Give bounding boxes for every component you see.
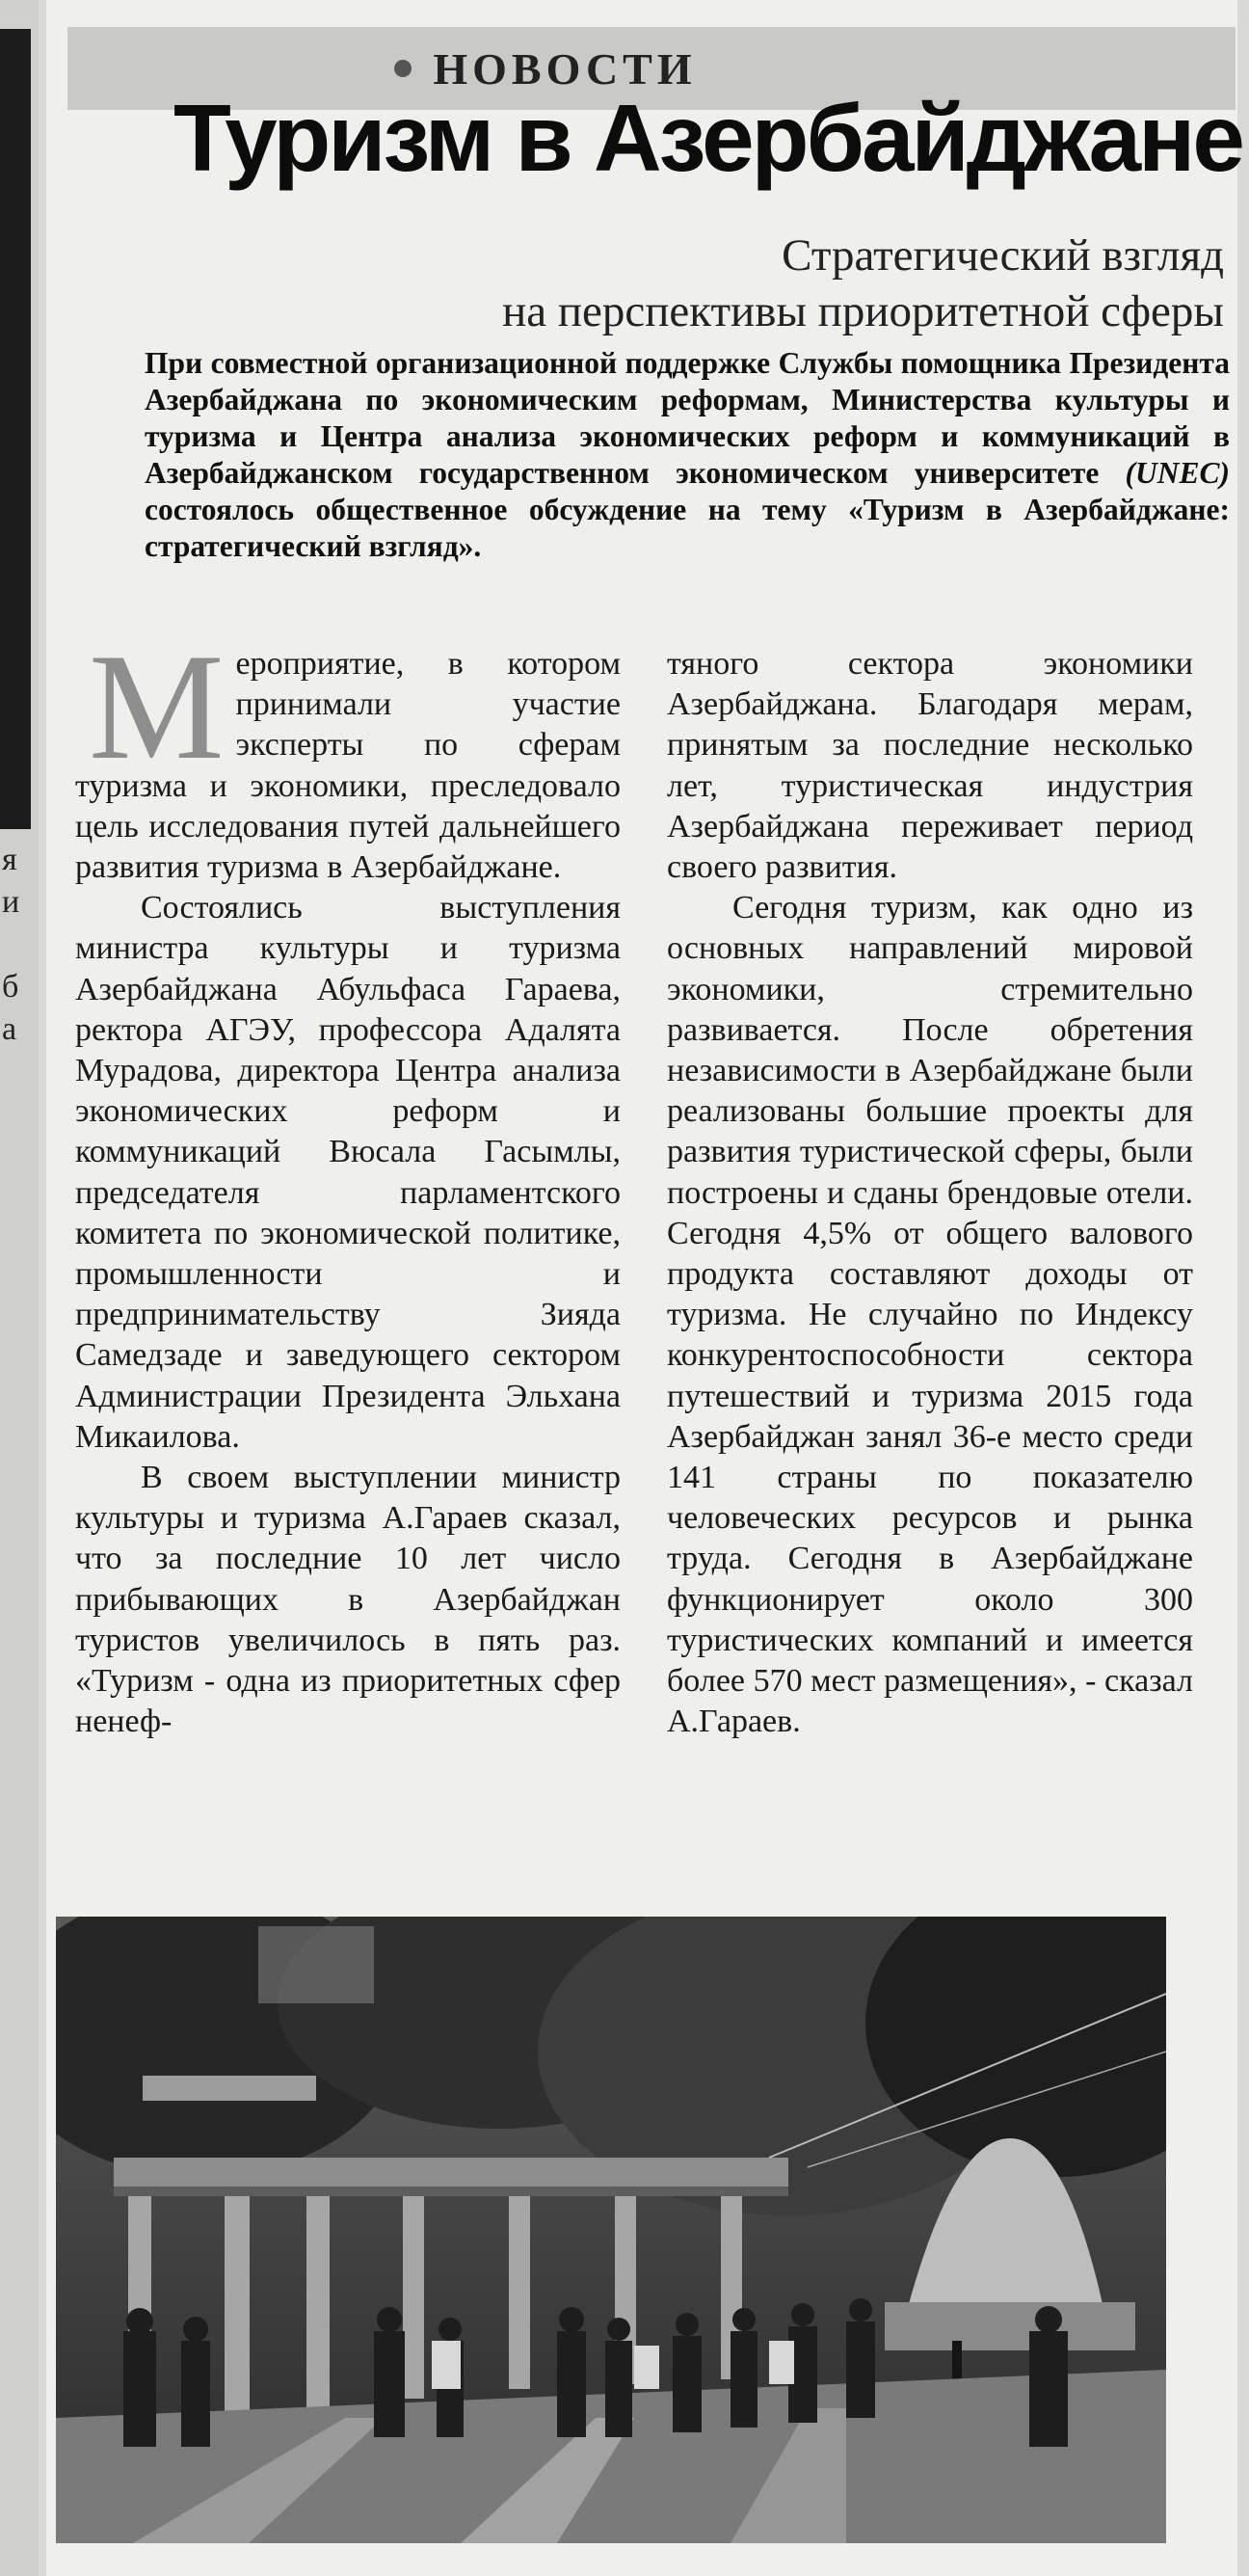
dropcap: М [89,623,225,792]
paragraph: Состоялись выступления министра культуры и туризма Азербайджана Абульфаса Гараева, ректора АГЭУ, профессора Адалята Мурадова, директора Центра анализа экономических реформ и коммуникаций Вюсала Гасымлы, председателя парламентского комитета по экономической политике, промышленности и предпринимательству Зияда Самедзаде и заведующего сектором Администрации Президента Эльхана Микаилова. [75,890,621,1455]
adjacent-page-photo [0,29,31,829]
article-subtitle [289,228,1224,339]
bullet-icon [394,60,412,77]
edge-letter: и [2,884,20,920]
adjacent-page-text [2,839,37,1051]
article-lead [145,345,1230,565]
edge-letter: я [2,842,17,877]
article-column-right [667,644,1193,1742]
rubric-label: НОВОСТИ [433,43,697,94]
article-headline: Туризм в Азербайджане [173,85,1242,191]
lead-text-end: состоялось общественное обсуждение на тему «Туризм в Азербайджане: стратегический взгляд». [145,493,1230,563]
paragraph: тяного сектора экономики Азербайджана. Благодаря мерам, принятым за последние несколько лет, туристическая индустрия Азербайджана переживает период своего развития. [667,646,1193,886]
paragraph: Сегодня туризм, как одно из основных направлений мировой экономики, стремительно развивается. После обретения независимости в Азербайджане были реализованы большие проекты для развития туристической сферы, были построены и сданы брендовые отели. Сегодня 4,5% от общего валового продукта составляют доходы от туризма. Не случайно по Индексу конкурентоспособности сектора путешествий и туризма 2015 года Азербайджан занял 36-е место среди 141 страны по показателю человеческих ресурсов и рынка труда. Сегодня в Азербайджане функционирует около 300 туристических компаний и имеется более 570 мест размещения», - сказал А.Гараев. [667,890,1193,1740]
paragraph: В своем выступлении министр культуры и туризма А.Гараев сказал, что за последние 10 лет число прибывающих в Азербайджан туристов увеличилось в пять раз. «Туризм - одна из приоритетных сфер ненеф- [75,1460,621,1740]
lead-unec: (UNEC) [1125,456,1230,490]
subtitle-line-2: на перспективы приоритетной сферы [502,286,1224,336]
park-photo-illustration [56,1917,1166,2543]
edge-letter: а [2,1011,17,1047]
article-photo [56,1917,1166,2543]
article-column-left [75,623,621,1742]
subtitle-line-1: Стратегический взгляд [782,230,1224,281]
adjacent-page-strip [0,0,39,2576]
paragraph-text: ероприятие, в котором принимали участие эксперты по сферам туризма и экономики, преследовало цель исследования путей дальнейшего развития туризма в Азербайджане. [75,646,621,886]
edge-letter: б [2,969,19,1005]
lead-text: При совместной организационной поддержке Службы помощника Президента Азербайджана по экономическим реформам, Министерства культуры и туризма и Центра анализа экономических реформ и коммуникаций в Азербайджанском государственном экономическом университете [145,346,1230,490]
paragraph [75,623,621,888]
